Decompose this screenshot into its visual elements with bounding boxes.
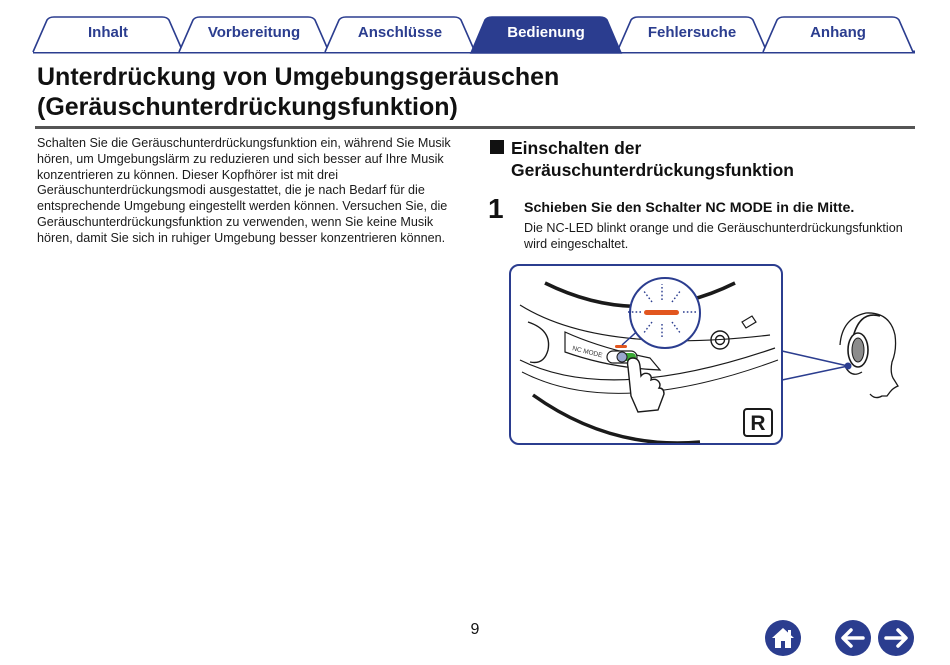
arrow-left-icon (834, 619, 872, 657)
arrow-right-icon (877, 619, 915, 657)
page-number: 9 (470, 621, 480, 638)
right-side-marker: R (750, 412, 766, 435)
tab-vorbereitung[interactable]: Vorbereitung (207, 24, 301, 41)
tab-bedienung[interactable]: Bedienung (507, 24, 585, 41)
nc-mode-illustration (505, 262, 905, 452)
page-title-line2: (Geräuschunterdrückungsfunktion) (37, 93, 458, 121)
switch-led (615, 345, 627, 348)
section-title-line1: Einschalten der (511, 138, 642, 158)
tab-fehlersuche[interactable]: Fehlersuche (647, 24, 737, 41)
section-title-line2: Geräuschunterdrückungsfunktion (511, 160, 794, 180)
step-title: Schieben Sie den Schalter NC MODE in die Mitte. (524, 200, 855, 216)
home-icon (764, 619, 802, 657)
step-number: 1 (488, 193, 504, 224)
switch-label: NC MODE (571, 345, 604, 360)
intro-paragraph: Schalten Sie die Geräuschunterdrückungsfunktion ein, während Sie Musik hören, um Umgebungslärm zu reduzieren und sich besser auf Ihre Musik konzentrieren zu können. Dieser Kopfhörer ist mit drei Geräuschunterdrückungsmodi ausgestattet, die je nach Bedarf für die entsprechende Umgebung eingestellt werden können. Versuchen Sie, die Geräuschunterdrückungsfunktion zu verwenden, wenn Sie keine Musik hören, damit Sie sich in ruhiger Umgebung besser konzentrieren können. (37, 136, 451, 245)
forward-button[interactable] (877, 619, 915, 657)
page-title-line1: Unterdrückung von Umgebungsgeräuschen (37, 63, 560, 91)
section-square-icon (490, 140, 504, 154)
title-divider (35, 126, 915, 129)
step-description: Die NC-LED blinkt orange und die Geräuschunterdrückungsfunktion wird eingeschaltet. (524, 221, 903, 251)
tab-anschluesse[interactable]: Anschlüsse (357, 24, 443, 41)
tab-inhalt[interactable]: Inhalt (88, 24, 128, 41)
tab-anhang[interactable]: Anhang (810, 24, 866, 41)
back-button[interactable] (834, 619, 872, 657)
nc-led-zoom (644, 310, 679, 315)
head-with-headphones-icon (840, 313, 898, 398)
home-button[interactable] (764, 619, 802, 657)
section-title (511, 137, 911, 181)
tab-bar (0, 0, 950, 56)
page-title (37, 62, 737, 122)
